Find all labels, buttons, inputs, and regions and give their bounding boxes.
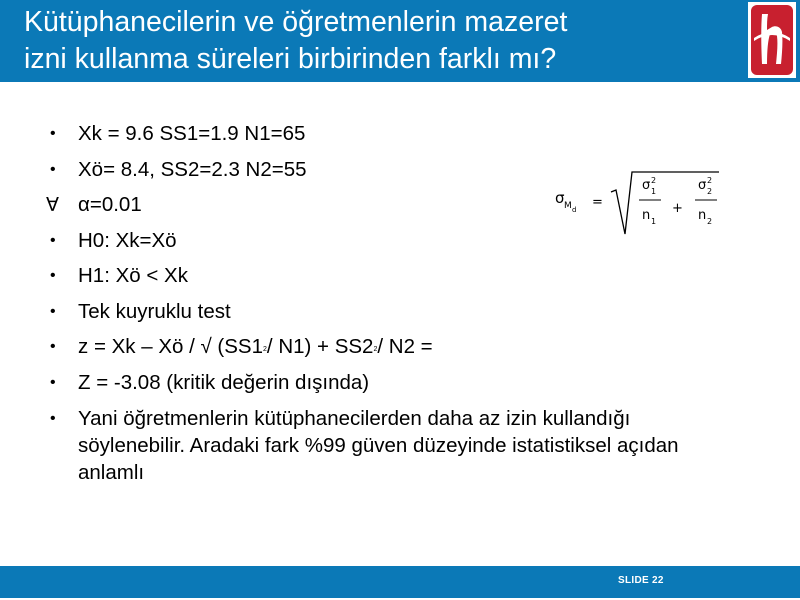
bullet-marker: • [50,302,56,320]
bullet-item-xk [50,121,690,147]
forall-marker: ∀ [46,194,59,216]
bullet-marker: • [50,231,56,249]
formula-num2-sigma: σ [698,178,707,193]
formula-num1-sub: 1 [651,187,657,196]
standard-error-formula [553,170,725,240]
standard-error-formula-graphic [553,170,725,240]
formula-den1-sub: 1 [651,217,657,226]
formula-lhs-sub-d: d [572,206,577,214]
z-formula-superscript-2: 2 [373,346,378,353]
bullet-marker: • [50,410,56,427]
z-formula-part-2: / N1) + SS2 [266,335,374,358]
z-formula-part-3: / N2 = [377,335,433,358]
bullet-marker: • [50,125,56,142]
bullet-item-conclusion [50,405,690,486]
z-formula-part-1: z = Xk – Xö / √ (SS1 [78,335,264,358]
formula-den2-sub: 2 [707,217,713,226]
formula-num1-sigma: σ [642,178,651,193]
bullet-item-h1 [50,263,690,289]
formula-num1-sup: 2 [651,176,657,185]
bullet-item-test-type [50,299,690,325]
title-bar [0,0,800,82]
slide-title [24,4,744,78]
slide-title-line-2: izni kullanma süreleri birbirinden farklı mı? [24,43,557,75]
university-logo [748,2,796,78]
formula-equals: = [592,195,603,210]
bullet-text: Tek kuyruklu test [78,299,231,323]
bullet-text: Xk = 9.6 SS1=1.9 N1=65 [78,122,306,145]
bullet-marker: • [50,338,56,355]
slide-number: SLIDE 22 [618,575,664,586]
bullet-marker: • [50,373,56,391]
formula-num2-sup: 2 [707,176,713,185]
bullet-text: Xö= 8.4, SS2=2.3 N2=55 [78,157,307,181]
formula-num2-sub: 2 [707,187,713,196]
formula-plus: + [672,201,683,216]
bullet-text: Z = -3.08 (kritik değerin dışında) [78,370,370,394]
bullet-text: H1: Xö < Xk [78,264,188,287]
bullet-marker: • [50,267,56,284]
formula-lhs-sigma: σ [555,189,565,207]
bullet-text: H0: Xk=Xö [78,228,177,252]
formula-den2-n: n [698,208,707,223]
footer-bar [0,566,800,598]
slide-title-line-1: Kütüphanecilerin ve öğretmenlerin mazeret [24,6,568,38]
formula-den1-n: n [642,208,651,223]
university-h-logo-icon [748,2,796,78]
bullet-item-z-formula [50,334,690,360]
formula-lhs-sub-m: M [564,201,572,211]
bullet-marker: • [50,160,56,178]
bullet-text: α=0.01 [78,193,142,216]
z-formula-superscript-1: 2 [263,346,267,353]
bullet-item-z-value [50,370,690,396]
bullet-text: Yani öğretmenlerin kütüphanecilerden daha az izin kullandığı söylenebilir. Aradaki fark %99 güven düzeyinde istatistiksel açıdan anlamlı [78,407,679,484]
